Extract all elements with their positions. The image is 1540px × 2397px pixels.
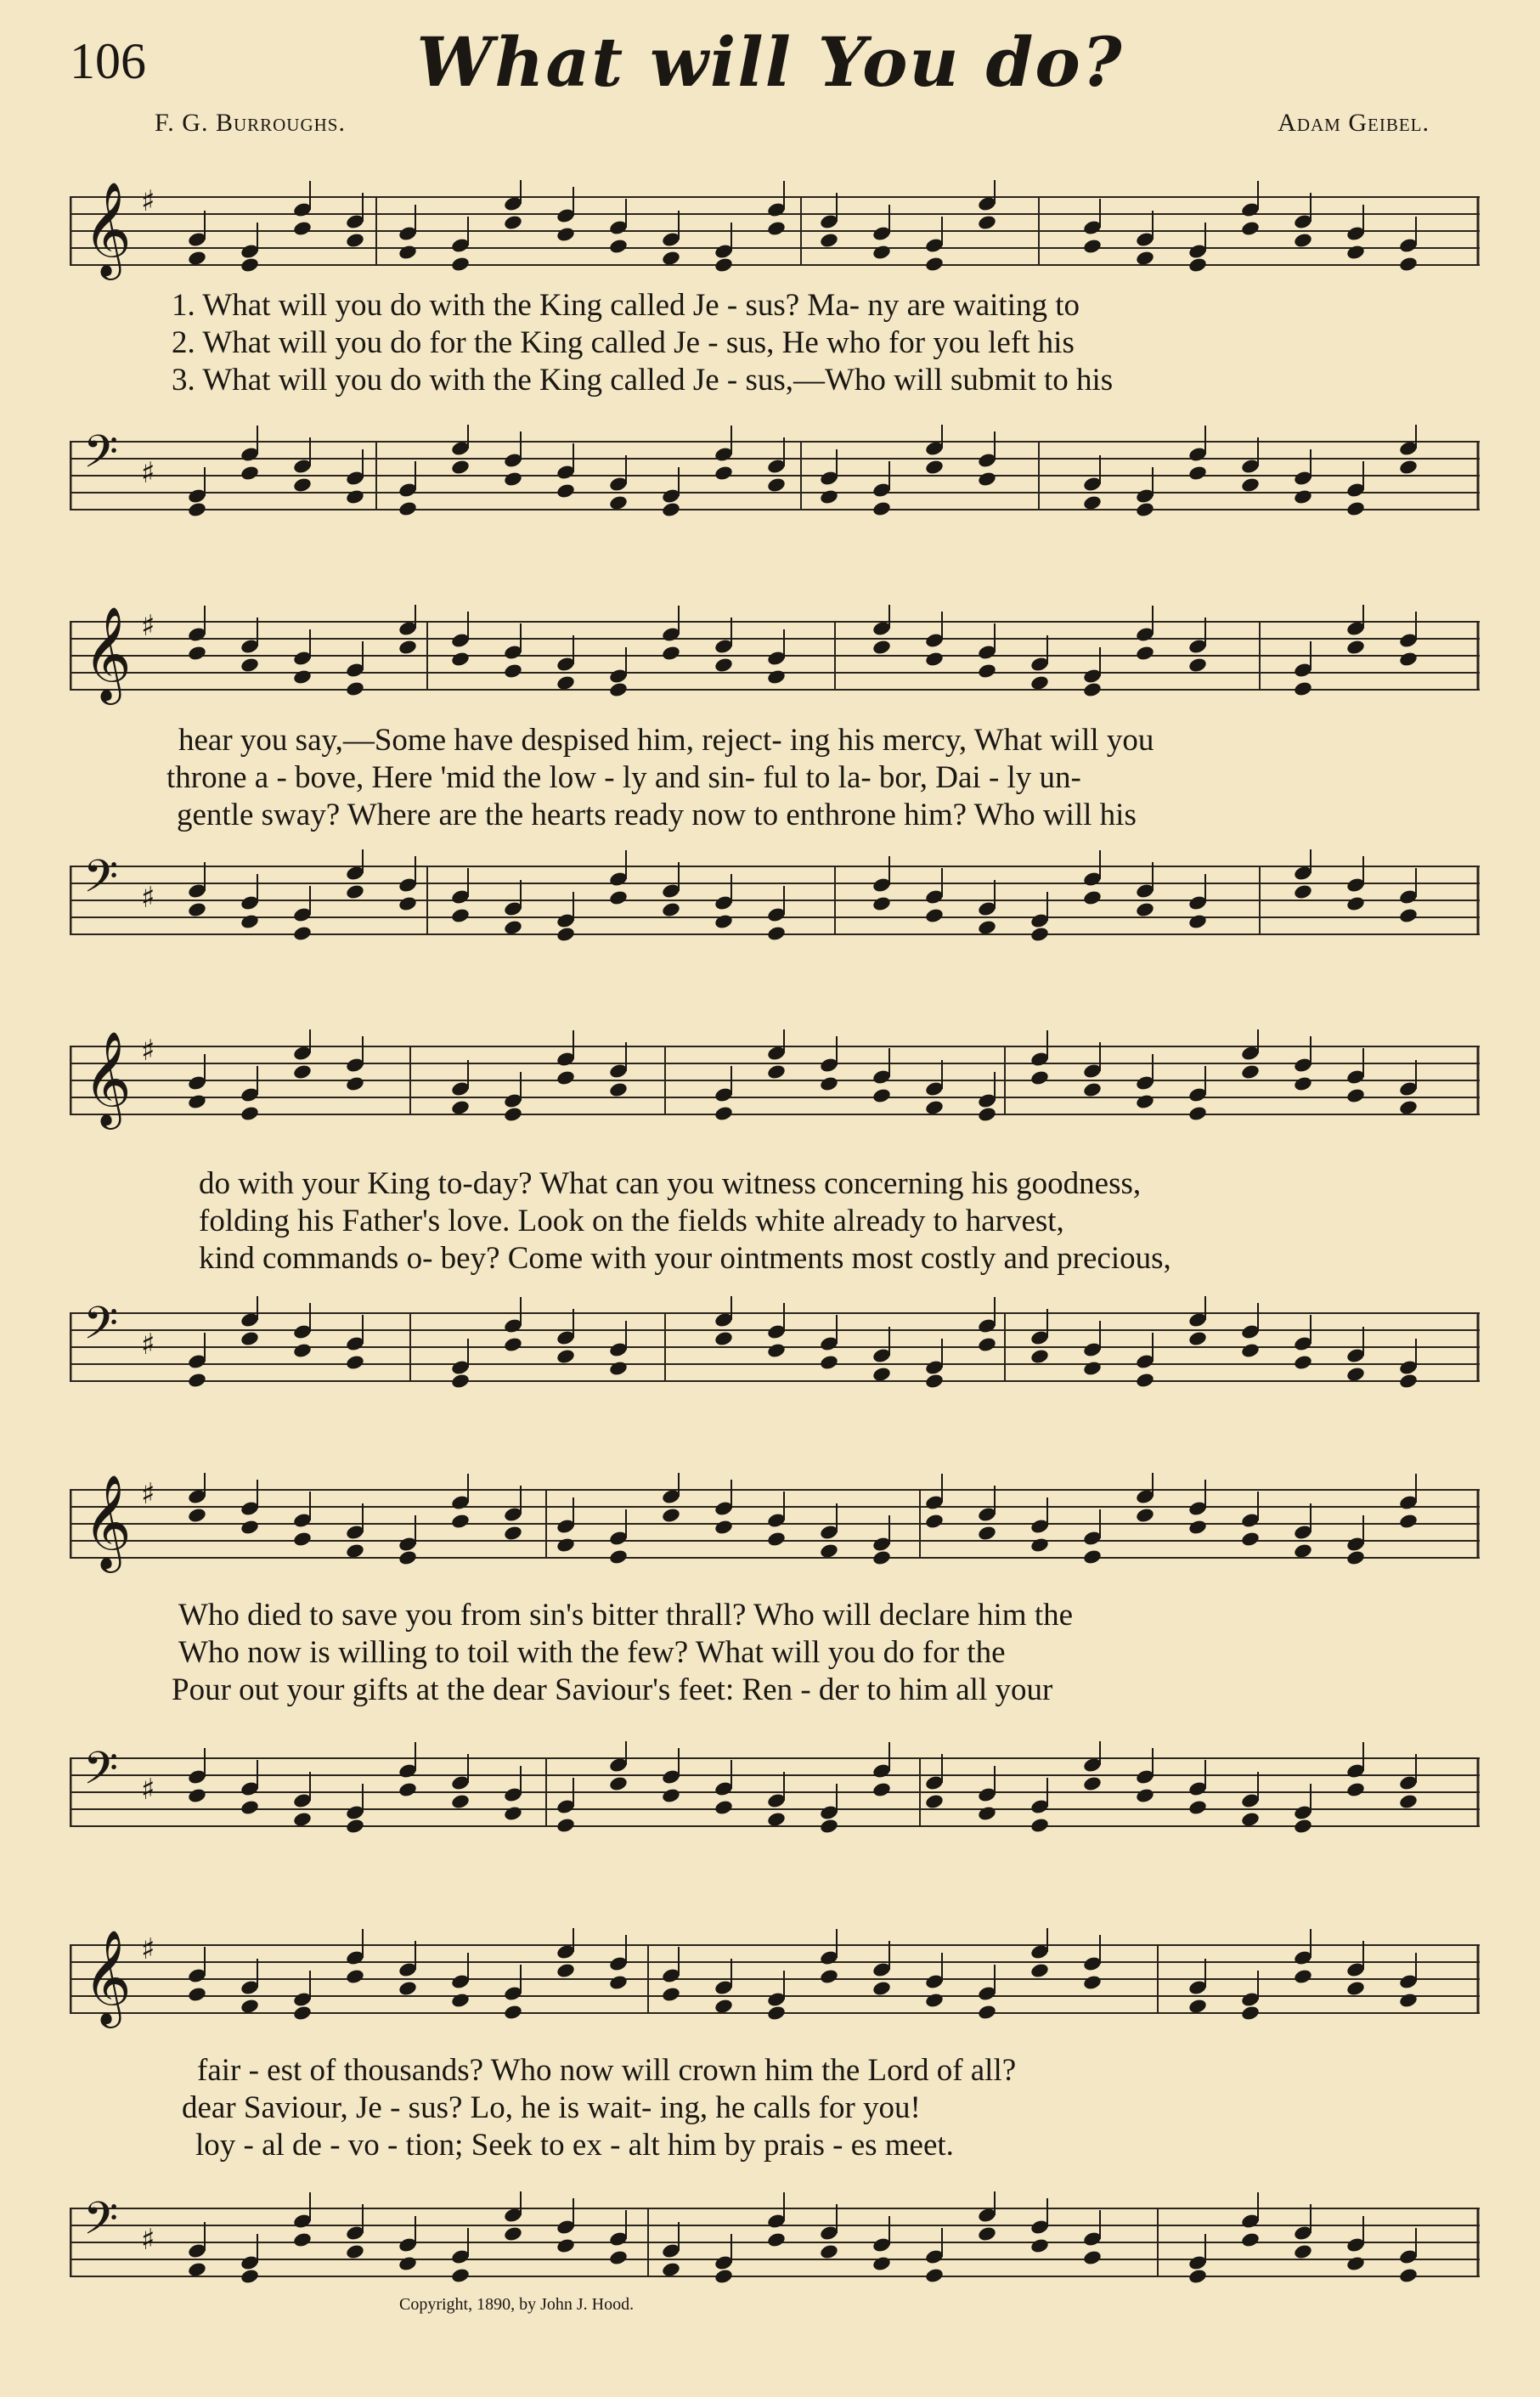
- note-head-icon: [1240, 2231, 1261, 2248]
- note-head-icon: [1345, 244, 1366, 261]
- note-head-icon: [977, 1525, 997, 1542]
- note-head-icon: [292, 220, 313, 237]
- note-head-icon: [1345, 639, 1366, 656]
- note-head-icon: [1082, 2249, 1103, 2266]
- note-head-icon: [924, 2267, 945, 2284]
- treble-staff-lines: [70, 1928, 1480, 2030]
- note-head-icon: [240, 1519, 260, 1536]
- note-head-icon: [1293, 680, 1313, 697]
- note-head-icon: [1135, 1093, 1155, 1110]
- note-head-icon: [1398, 2267, 1419, 2284]
- note-head-icon: [924, 1992, 945, 2009]
- note-head-icon: [924, 459, 945, 476]
- note-head-icon: [1135, 645, 1155, 662]
- note-head-icon: [1082, 238, 1103, 255]
- note-head-icon: [1135, 1507, 1155, 1524]
- treble-clef-icon: 𝄞: [83, 1030, 132, 1125]
- note-head-icon: [1082, 681, 1103, 698]
- note-head-icon: [556, 1348, 576, 1365]
- key-signature-sharp-icon: ♯: [141, 609, 155, 643]
- note-head-icon: [977, 663, 997, 680]
- note-head-icon: [450, 459, 471, 476]
- treble-clef-icon: 𝄞: [83, 1929, 132, 2024]
- note-head-icon: [608, 1775, 629, 1792]
- note-head-icon: [292, 2231, 313, 2248]
- note-head-icon: [1187, 1105, 1208, 1122]
- note-head-icon: [240, 913, 260, 930]
- note-head-icon: [1293, 488, 1313, 505]
- lyric-line-verse-1: hear you say,—Some have despised him, reject- ing his mercy, What will you: [178, 723, 1154, 758]
- hymn-title: What will You do?: [416, 22, 1124, 102]
- lyric-line-verse-2: throne a - bove, Here 'mid the low - ly and sin- ful to la- bor, Dai - ly un-: [166, 760, 1081, 795]
- note-head-icon: [240, 257, 260, 274]
- note-head-icon: [503, 1336, 523, 1353]
- lyric-line-verse-3: kind commands o- bey? Come with your ointments most costly and precious,: [199, 1241, 1171, 1276]
- note-head-icon: [1293, 1968, 1313, 1985]
- note-head-icon: [1345, 2255, 1366, 2272]
- lyric-line-verse-2: dear Saviour, Je - sus? Lo, he is wait- ing, he calls for you!: [182, 2090, 921, 2125]
- note-head-icon: [1293, 1543, 1313, 1559]
- note-head-icon: [714, 1330, 734, 1347]
- note-head-icon: [714, 1799, 734, 1816]
- note-head-icon: [766, 925, 787, 942]
- note-head-icon: [1398, 1099, 1419, 1116]
- note-head-icon: [240, 1998, 260, 2015]
- note-head-icon: [872, 1980, 892, 1997]
- note-head-icon: [398, 2255, 418, 2272]
- note-head-icon: [1293, 1818, 1313, 1835]
- note-head-icon: [345, 232, 365, 249]
- note-head-icon: [1398, 459, 1419, 476]
- note-head-icon: [924, 651, 945, 668]
- note-head-icon: [924, 256, 945, 273]
- note-head-icon: [1345, 1781, 1366, 1798]
- note-head-icon: [608, 1548, 629, 1565]
- note-head-icon: [292, 1342, 313, 1359]
- note-head-icon: [450, 1992, 471, 2009]
- note-head-icon: [924, 1513, 945, 1530]
- note-head-icon: [345, 1075, 365, 1092]
- note-head-icon: [608, 1081, 629, 1098]
- note-head-icon: [187, 1093, 207, 1110]
- note-head-icon: [556, 1962, 576, 1979]
- note-head-icon: [1398, 1513, 1419, 1530]
- note-head-icon: [1029, 1817, 1050, 1834]
- note-head-icon: [977, 214, 997, 231]
- note-head-icon: [608, 238, 629, 255]
- music-system-3: [70, 1002, 1480, 1393]
- note-head-icon: [977, 471, 997, 488]
- bass-staff-lines: [70, 1296, 1480, 1398]
- note-head-icon: [1345, 1366, 1366, 1383]
- note-head-icon: [714, 913, 734, 930]
- lyric-line-verse-2: folding his Father's love. Look on the fields white already to harvest,: [199, 1204, 1064, 1238]
- bass-clef-icon: 𝄢: [83, 851, 119, 914]
- note-head-icon: [1029, 1962, 1050, 1979]
- note-head-icon: [1345, 500, 1366, 517]
- lyricist-credit: F. G. Burroughs.: [155, 109, 346, 137]
- lyric-line-verse-1: fair - est of thousands? Who now will crown him the Lord of all?: [197, 2053, 1017, 2088]
- note-head-icon: [292, 668, 313, 685]
- key-signature-sharp-icon: ♯: [141, 1773, 155, 1807]
- note-head-icon: [977, 1805, 997, 1822]
- bass-staff: [70, 1296, 1480, 1398]
- note-head-icon: [450, 1099, 471, 1116]
- note-head-icon: [450, 2267, 471, 2284]
- bass-clef-icon: 𝄢: [83, 2193, 119, 2256]
- note-head-icon: [1029, 1348, 1050, 1365]
- lyric-line-verse-2: 2. What will you do for the King called Je - sus, He who for you left his: [172, 325, 1075, 360]
- note-head-icon: [556, 1069, 576, 1086]
- note-head-icon: [1187, 257, 1208, 274]
- note-head-icon: [1082, 494, 1103, 511]
- bass-staff-lines: [70, 849, 1480, 951]
- note-head-icon: [292, 477, 313, 494]
- note-head-icon: [1240, 1342, 1261, 1359]
- note-head-icon: [345, 1818, 365, 1835]
- note-head-icon: [872, 2255, 892, 2272]
- note-head-icon: [187, 1507, 207, 1524]
- note-head-icon: [819, 1543, 839, 1559]
- note-head-icon: [872, 1087, 892, 1104]
- note-head-icon: [766, 668, 787, 685]
- note-head-icon: [503, 1525, 523, 1542]
- lyric-line-verse-1: do with your King to-day? What can you witness concerning his goodness,: [199, 1166, 1142, 1201]
- note-head-icon: [872, 895, 892, 912]
- note-head-icon: [1240, 220, 1261, 237]
- note-head-icon: [1082, 1548, 1103, 1565]
- note-head-icon: [503, 663, 523, 680]
- note-head-icon: [661, 1787, 681, 1804]
- note-head-icon: [398, 1980, 418, 1997]
- bass-staff: [70, 849, 1480, 951]
- note-head-icon: [240, 1799, 260, 1816]
- note-head-icon: [1345, 1087, 1366, 1104]
- note-head-icon: [1135, 1787, 1155, 1804]
- music-system-5: [70, 1903, 1480, 2310]
- lyric-line-verse-3: Pour out your gifts at the dear Saviour's feet: Ren - der to him all your: [172, 1672, 1053, 1707]
- note-head-icon: [608, 1974, 629, 1991]
- note-head-icon: [187, 1372, 207, 1389]
- note-head-icon: [714, 257, 734, 274]
- note-head-icon: [714, 465, 734, 482]
- lyric-line-verse-3: 3. What will you do with the King called Je - sus,—Who will submit to his: [172, 363, 1114, 398]
- note-head-icon: [187, 645, 207, 662]
- treble-staff: [70, 1473, 1480, 1575]
- note-head-icon: [977, 2004, 997, 2021]
- note-head-icon: [240, 2268, 260, 2285]
- note-head-icon: [1293, 1075, 1313, 1092]
- note-head-icon: [292, 1811, 313, 1828]
- lyric-line-verse-1: 1. What will you do with the King called Je - sus? Ma- ny are waiting to: [172, 288, 1080, 323]
- note-head-icon: [1293, 1354, 1313, 1371]
- music-system-4: [70, 1444, 1480, 1869]
- note-head-icon: [398, 244, 418, 261]
- note-head-icon: [1029, 1537, 1050, 1554]
- note-head-icon: [345, 1354, 365, 1371]
- note-head-icon: [450, 256, 471, 273]
- note-head-icon: [1029, 2237, 1050, 2254]
- bass-clef-icon: 𝄢: [83, 1743, 119, 1806]
- note-head-icon: [1029, 674, 1050, 691]
- note-head-icon: [1082, 1775, 1103, 1792]
- treble-staff-lines: [70, 1473, 1480, 1575]
- note-head-icon: [1398, 651, 1419, 668]
- note-head-icon: [766, 1531, 787, 1548]
- copyright-notice: Copyright, 1890, by John J. Hood.: [399, 2295, 635, 2314]
- note-head-icon: [503, 471, 523, 488]
- note-head-icon: [608, 889, 629, 906]
- treble-staff-lines: [70, 180, 1480, 282]
- note-head-icon: [924, 1373, 945, 1390]
- composer-credit: Adam Geibel.: [1278, 109, 1430, 137]
- note-head-icon: [1398, 907, 1419, 924]
- note-head-icon: [1082, 889, 1103, 906]
- note-head-icon: [345, 2243, 365, 2260]
- note-head-icon: [872, 1549, 892, 1566]
- note-head-icon: [661, 1986, 681, 2003]
- key-signature-sharp-icon: ♯: [141, 1477, 155, 1511]
- note-head-icon: [819, 2243, 839, 2260]
- note-head-icon: [977, 1336, 997, 1353]
- note-head-icon: [556, 926, 576, 943]
- note-head-icon: [1029, 1069, 1050, 1086]
- note-head-icon: [450, 1513, 471, 1530]
- note-head-icon: [1293, 883, 1313, 900]
- note-head-icon: [1187, 1330, 1208, 1347]
- note-head-icon: [187, 2261, 207, 2278]
- note-head-icon: [1187, 657, 1208, 674]
- key-signature-sharp-icon: ♯: [141, 184, 155, 218]
- note-head-icon: [661, 645, 681, 662]
- note-head-icon: [1345, 1549, 1366, 1566]
- key-signature-sharp-icon: ♯: [141, 1328, 155, 1362]
- music-system-2: [70, 595, 1480, 968]
- note-head-icon: [240, 657, 260, 674]
- note-head-icon: [240, 1105, 260, 1122]
- note-head-icon: [872, 244, 892, 261]
- note-head-icon: [345, 488, 365, 505]
- bass-clef-icon: 𝄢: [83, 426, 119, 489]
- note-head-icon: [608, 1360, 629, 1377]
- note-head-icon: [1398, 256, 1419, 273]
- note-head-icon: [819, 488, 839, 505]
- bass-staff: [70, 2191, 1480, 2293]
- key-signature-sharp-icon: ♯: [141, 881, 155, 915]
- bass-staff: [70, 425, 1480, 527]
- note-head-icon: [1398, 1992, 1419, 2009]
- note-head-icon: [240, 1330, 260, 1347]
- note-head-icon: [924, 1099, 945, 1116]
- note-head-icon: [450, 651, 471, 668]
- bass-staff-lines: [70, 1741, 1480, 1843]
- note-head-icon: [187, 1787, 207, 1804]
- note-head-icon: [1398, 1793, 1419, 1810]
- note-head-icon: [556, 674, 576, 691]
- bass-clef-icon: 𝄢: [83, 1298, 119, 1361]
- treble-staff: [70, 1928, 1480, 2030]
- treble-staff-lines: [70, 605, 1480, 707]
- music-system-1: [70, 170, 1480, 544]
- note-head-icon: [503, 1106, 523, 1123]
- bass-staff: [70, 1741, 1480, 1843]
- note-head-icon: [1029, 926, 1050, 943]
- note-head-icon: [398, 639, 418, 656]
- note-head-icon: [661, 1507, 681, 1524]
- treble-clef-icon: 𝄞: [83, 181, 132, 276]
- note-head-icon: [1135, 1372, 1155, 1389]
- note-head-icon: [556, 2237, 576, 2254]
- note-head-icon: [819, 1075, 839, 1092]
- note-head-icon: [345, 680, 365, 697]
- note-head-icon: [766, 1811, 787, 1828]
- note-head-icon: [766, 477, 787, 494]
- note-head-icon: [503, 919, 523, 936]
- note-head-icon: [1240, 1531, 1261, 1548]
- note-head-icon: [556, 1817, 576, 1834]
- note-head-icon: [1187, 465, 1208, 482]
- note-head-icon: [292, 1531, 313, 1548]
- note-head-icon: [714, 657, 734, 674]
- note-head-icon: [292, 2005, 313, 2022]
- note-head-icon: [924, 1793, 945, 1810]
- note-head-icon: [872, 500, 892, 517]
- note-head-icon: [1135, 250, 1155, 267]
- lyric-line-verse-3: gentle sway? Where are the hearts ready now to enthrone him? Who will his: [177, 798, 1137, 832]
- page-number: 106: [70, 33, 146, 89]
- note-head-icon: [608, 681, 629, 698]
- note-head-icon: [977, 919, 997, 936]
- note-head-icon: [398, 500, 418, 517]
- note-head-icon: [977, 1106, 997, 1123]
- note-head-icon: [661, 250, 681, 267]
- key-signature-sharp-icon: ♯: [141, 1932, 155, 1966]
- note-head-icon: [661, 901, 681, 918]
- bass-staff-lines: [70, 2191, 1480, 2293]
- lyric-line-verse-3: loy - al de - vo - tion; Seek to ex - alt him by prais - es meet.: [195, 2128, 954, 2163]
- note-head-icon: [1293, 232, 1313, 249]
- treble-staff: [70, 1029, 1480, 1131]
- note-head-icon: [450, 1373, 471, 1390]
- note-head-icon: [766, 1063, 787, 1080]
- note-head-icon: [1293, 2243, 1313, 2260]
- note-head-icon: [661, 501, 681, 518]
- treble-clef-icon: 𝄞: [83, 1474, 132, 1569]
- note-head-icon: [1345, 1980, 1366, 1997]
- note-head-icon: [819, 1968, 839, 1985]
- note-head-icon: [556, 482, 576, 499]
- note-head-icon: [450, 907, 471, 924]
- note-head-icon: [1187, 913, 1208, 930]
- note-head-icon: [819, 1818, 839, 1835]
- note-head-icon: [345, 1968, 365, 1985]
- note-head-icon: [608, 494, 629, 511]
- note-head-icon: [661, 2261, 681, 2278]
- note-head-icon: [924, 907, 945, 924]
- note-head-icon: [977, 2225, 997, 2242]
- note-head-icon: [398, 1781, 418, 1798]
- note-head-icon: [187, 501, 207, 518]
- note-head-icon: [1187, 1998, 1208, 2015]
- treble-clef-icon: 𝄞: [83, 606, 132, 701]
- treble-staff-lines: [70, 1029, 1480, 1131]
- lyric-line-verse-2: Who now is willing to toil with the few? What will you do for the: [178, 1635, 1006, 1670]
- note-head-icon: [398, 895, 418, 912]
- note-head-icon: [503, 2004, 523, 2021]
- note-head-icon: [187, 1986, 207, 2003]
- key-signature-sharp-icon: ♯: [141, 2223, 155, 2257]
- note-head-icon: [714, 1519, 734, 1536]
- note-head-icon: [714, 1105, 734, 1122]
- note-head-icon: [240, 465, 260, 482]
- note-head-icon: [872, 1366, 892, 1383]
- note-head-icon: [503, 214, 523, 231]
- note-head-icon: [766, 220, 787, 237]
- note-head-icon: [819, 1354, 839, 1371]
- lyric-line-verse-1: Who died to save you from sin's bitter thrall? Who will declare him the: [178, 1598, 1074, 1633]
- note-head-icon: [1187, 1799, 1208, 1816]
- note-head-icon: [1187, 2268, 1208, 2285]
- note-head-icon: [503, 2225, 523, 2242]
- note-head-icon: [450, 1793, 471, 1810]
- note-head-icon: [1345, 895, 1366, 912]
- note-head-icon: [503, 1805, 523, 1822]
- note-head-icon: [714, 2268, 734, 2285]
- note-head-icon: [292, 925, 313, 942]
- note-head-icon: [1135, 501, 1155, 518]
- note-head-icon: [1240, 1811, 1261, 1828]
- note-head-icon: [398, 1549, 418, 1566]
- bass-staff-lines: [70, 425, 1480, 527]
- note-head-icon: [766, 1342, 787, 1359]
- note-head-icon: [608, 2249, 629, 2266]
- treble-staff: [70, 180, 1480, 282]
- note-head-icon: [1187, 1519, 1208, 1536]
- note-head-icon: [1240, 1063, 1261, 1080]
- note-head-icon: [556, 1537, 576, 1554]
- note-head-icon: [872, 1781, 892, 1798]
- note-head-icon: [187, 901, 207, 918]
- note-head-icon: [1135, 901, 1155, 918]
- note-head-icon: [819, 232, 839, 249]
- key-signature-sharp-icon: ♯: [141, 1034, 155, 1068]
- note-head-icon: [1082, 1360, 1103, 1377]
- note-head-icon: [766, 2005, 787, 2022]
- note-head-icon: [1398, 1373, 1419, 1390]
- note-head-icon: [1240, 477, 1261, 494]
- note-head-icon: [1082, 1081, 1103, 1098]
- note-head-icon: [187, 250, 207, 267]
- note-head-icon: [292, 1063, 313, 1080]
- note-head-icon: [872, 639, 892, 656]
- note-head-icon: [1082, 1974, 1103, 1991]
- note-head-icon: [714, 1998, 734, 2015]
- note-head-icon: [1240, 2005, 1261, 2022]
- key-signature-sharp-icon: ♯: [141, 456, 155, 490]
- note-head-icon: [766, 2231, 787, 2248]
- treble-staff: [70, 605, 1480, 707]
- note-head-icon: [556, 226, 576, 243]
- note-head-icon: [345, 1543, 365, 1559]
- note-head-icon: [345, 883, 365, 900]
